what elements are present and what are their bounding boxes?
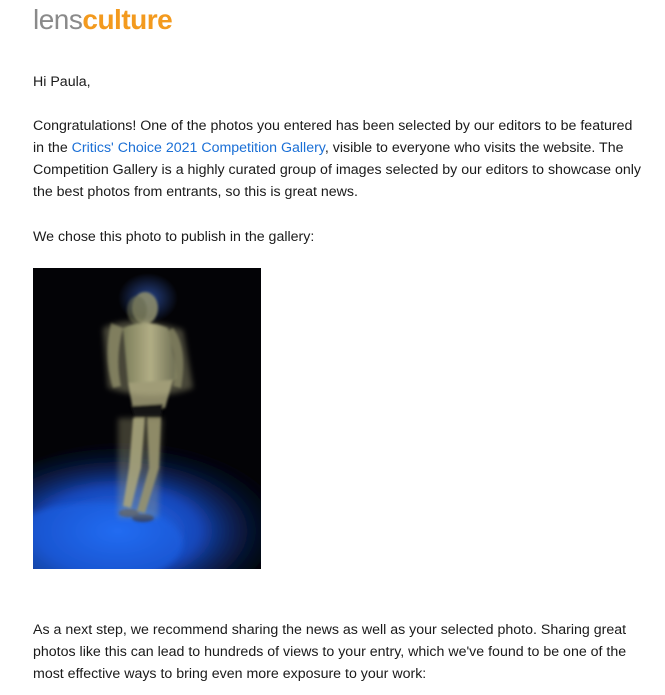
congrats-paragraph xyxy=(33,115,643,203)
congrats-text-before: Congratulations! One of the photos you entered has been selected by our editors to be featured in the xyxy=(33,118,633,156)
logo-lens-text: lens xyxy=(33,4,83,35)
lensculture-logo[interactable] xyxy=(33,3,172,37)
selected-photo[interactable] xyxy=(33,268,261,569)
congrats-text-after: , visible to everyone who visits the website. The Competition Gallery is a highly curated group of images selected by our editors to showcase only the best photos from entrants, so this is great news. xyxy=(33,140,642,200)
greeting: Hi Paula, xyxy=(33,74,91,90)
logo-culture-text: culture xyxy=(82,4,173,35)
chose-photo-text: We chose this photo to publish in the gallery: xyxy=(33,229,315,245)
gallery-link[interactable]: Critics' Choice 2021 Competition Gallery xyxy=(71,140,325,156)
dancer-photo-image xyxy=(33,268,261,569)
next-step-paragraph: As a next step, we recommend sharing the news as well as your selected photo. Sharing great photos like this can lead to hundreds of views to your entry, which we've found to be one of the most effective ways to bring even more exposure to your work: xyxy=(33,622,627,682)
